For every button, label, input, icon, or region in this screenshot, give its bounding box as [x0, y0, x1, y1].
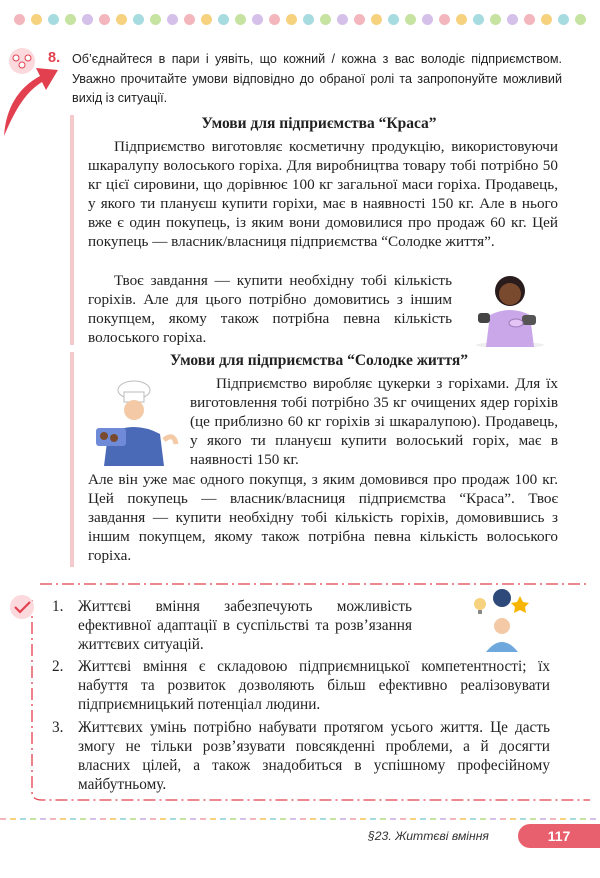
- decorative-dot: [65, 14, 76, 25]
- decorative-dot: [303, 14, 314, 25]
- footer-dash: [270, 818, 276, 820]
- footer-dash: [530, 818, 536, 820]
- solodke-paragraph-top: Підприємство виробляє цукерки з горіхами. Для їх виготовлення тобі потрібно 35 кг очищених ядер горіхів (це приблизно 60 кг горіхів зі шкаралупою). Продавець, у якого ти плануєш купити волоський горіх, має в наявності 150 кг.: [190, 375, 558, 469]
- summary-text-3: Життєвих умінь потрібно набувати протягом усього життя. Це дасть змогу не тільки розв’язувати повсякденні проблеми, а й досягти власних цілей, а також знадобиться в успішному професійному майбутньому.: [78, 719, 550, 794]
- decorative-dot: [269, 14, 280, 25]
- footer-dash: [470, 818, 476, 820]
- footer-dash: [160, 818, 166, 820]
- footer-dash: [330, 818, 336, 820]
- decorative-dot: [524, 14, 535, 25]
- footer-dash: [400, 818, 406, 820]
- footer-dash: [250, 818, 256, 820]
- footer-dash: [230, 818, 236, 820]
- summary-number-2: 2.: [52, 658, 64, 675]
- footer-dash: [550, 818, 556, 820]
- footer-dash: [220, 818, 226, 820]
- footer-dash: [60, 818, 66, 820]
- decorative-dot: [31, 14, 42, 25]
- decorative-dot: [116, 14, 127, 25]
- red-arrow-icon: [0, 58, 62, 138]
- footer-dash: [120, 818, 126, 820]
- footer-dash: [310, 818, 316, 820]
- checkmark-icon: [6, 594, 38, 620]
- footer-dash: [430, 818, 436, 820]
- footer-dash: [300, 818, 306, 820]
- footer-dash: [420, 818, 426, 820]
- footer-dash: [390, 818, 396, 820]
- decorative-dot: [167, 14, 178, 25]
- footer-dash: [590, 818, 596, 820]
- summary-text-1: Життєві вміння забезпечують можливість ефективної адаптації в суспільстві та розв’язання життєвих ситуацій.: [78, 598, 412, 654]
- decorative-dot: [422, 14, 433, 25]
- footer-dash: [70, 818, 76, 820]
- summary-number-3: 3.: [52, 719, 64, 736]
- footer-dash: [410, 818, 416, 820]
- decorative-dot: [252, 14, 263, 25]
- chef-illustration: [90, 380, 182, 466]
- footer-dash: [580, 818, 586, 820]
- footer-dash: [30, 818, 36, 820]
- footer-dash: [370, 818, 376, 820]
- krasa-heading: Умови для підприємства “Краса”: [201, 115, 437, 132]
- footer-dash: [170, 818, 176, 820]
- footer-dash: [450, 818, 456, 820]
- footer-dash: [350, 818, 356, 820]
- decorative-dot: [473, 14, 484, 25]
- footer-dash: [200, 818, 206, 820]
- footer-dash: [80, 818, 86, 820]
- footer-section-title: §23. Життєві вміння: [368, 829, 489, 843]
- solodke-paragraph-bottom: Але він уже має одного покупця, з яким домовився про продаж 100 кг. Цей покупець — власник/власниця підприємства “Краса”. Твоє завдання — купити необхідну тобі кількість горіхів, домовившись з іншим покупцем, якому також потрібна певна кількість волоського горіха.: [88, 471, 558, 565]
- summary-text-2: Життєві вміння є складовою підприємницької компетентності; їх набуття та розвиток дозволяють більш ефективно реалізовувати підприємницький потенціал людини.: [78, 658, 550, 714]
- decorative-dot: [82, 14, 93, 25]
- decorative-dot: [354, 14, 365, 25]
- krasa-task: Твоє завдання — купити необхідну тобі кількість горіхів. Але для цього потрібно домовитись з іншим покупцем, якому також потрібна певна кількість волоського горіха.: [88, 272, 452, 347]
- task-number: 8.: [48, 50, 61, 66]
- footer-dash: [570, 818, 576, 820]
- summary-number-1: 1.: [52, 598, 64, 615]
- task-instructions: Об’єднайтеся в пари і уявіть, що кожний / кожна з вас володіє підприємством. Уважно прочитайте умови відповідно до обраної ролі та запропонуйте можливий вихід із ситуації.: [72, 52, 562, 105]
- footer-dash: [260, 818, 266, 820]
- footer-dash: [150, 818, 156, 820]
- decorative-dot: [575, 14, 586, 25]
- footer-dash: [360, 818, 366, 820]
- footer-dash: [210, 818, 216, 820]
- woman-cosmetics-illustration: [470, 265, 550, 347]
- decorative-dot: [388, 14, 399, 25]
- footer-dashed-line: [0, 818, 600, 822]
- decorative-dot: [48, 14, 59, 25]
- decorative-dot: [201, 14, 212, 25]
- decorative-dot: [541, 14, 552, 25]
- footer-dash: [510, 818, 516, 820]
- decorative-dot: [99, 14, 110, 25]
- decorative-dot: [490, 14, 501, 25]
- footer-dash: [140, 818, 146, 820]
- krasa-paragraph: Підприємство виготовляє косметичну продукцію, використовуючи шкаралупу волоського горіха. Для виробництва товару тобі потрібно 50 кг цієї сировини, що дорівнює 100 кг загальної маси горіха. Продавець, у якого ти плануєш купити горіхи, має в наявності 150 кг. Але в нього вже є один покупець, із яким вони домовилися про продаж 60 кг. Цей покупець — власник/власниця підприємства “Солодке життя”.: [88, 138, 558, 251]
- decorative-dot: [456, 14, 467, 25]
- footer-dash: [0, 818, 6, 820]
- decorative-dot: [337, 14, 348, 25]
- footer-dash: [110, 818, 116, 820]
- footer-dash: [480, 818, 486, 820]
- decorative-dot: [235, 14, 246, 25]
- footer-dash: [50, 818, 56, 820]
- footer-dash: [320, 818, 326, 820]
- footer-dash: [490, 818, 496, 820]
- solodke-heading: Умови для підприємства “Солодке життя”: [169, 352, 469, 369]
- footer-dash: [240, 818, 246, 820]
- footer-dash: [290, 818, 296, 820]
- footer-dash: [560, 818, 566, 820]
- footer-dash: [100, 818, 106, 820]
- decorative-dot: [405, 14, 416, 25]
- footer-dash: [500, 818, 506, 820]
- decorative-dot: [150, 14, 161, 25]
- decorative-dot: [439, 14, 450, 25]
- footer-dash: [40, 818, 46, 820]
- footer-dash: [540, 818, 546, 820]
- footer-dash: [180, 818, 186, 820]
- decorative-dot: [507, 14, 518, 25]
- footer-dash: [440, 818, 446, 820]
- decorative-dot: [558, 14, 569, 25]
- footer-dash: [280, 818, 286, 820]
- footer-dash: [520, 818, 526, 820]
- footer-dash: [380, 818, 386, 820]
- decorative-dot: [371, 14, 382, 25]
- decorative-dot: [133, 14, 144, 25]
- decorative-dot: [320, 14, 331, 25]
- decorative-dot: [184, 14, 195, 25]
- footer-dash: [10, 818, 16, 820]
- decorative-dot: [14, 14, 25, 25]
- footer-dash: [340, 818, 346, 820]
- page-number: 117: [518, 824, 600, 848]
- decorative-dot: [218, 14, 229, 25]
- footer-dash: [460, 818, 466, 820]
- footer-dash: [90, 818, 96, 820]
- ideas-person-icon: [466, 588, 538, 652]
- decorative-dots-row: [14, 14, 586, 28]
- footer-dash: [130, 818, 136, 820]
- decorative-dot: [286, 14, 297, 25]
- footer-dash: [20, 818, 26, 820]
- footer-dash: [190, 818, 196, 820]
